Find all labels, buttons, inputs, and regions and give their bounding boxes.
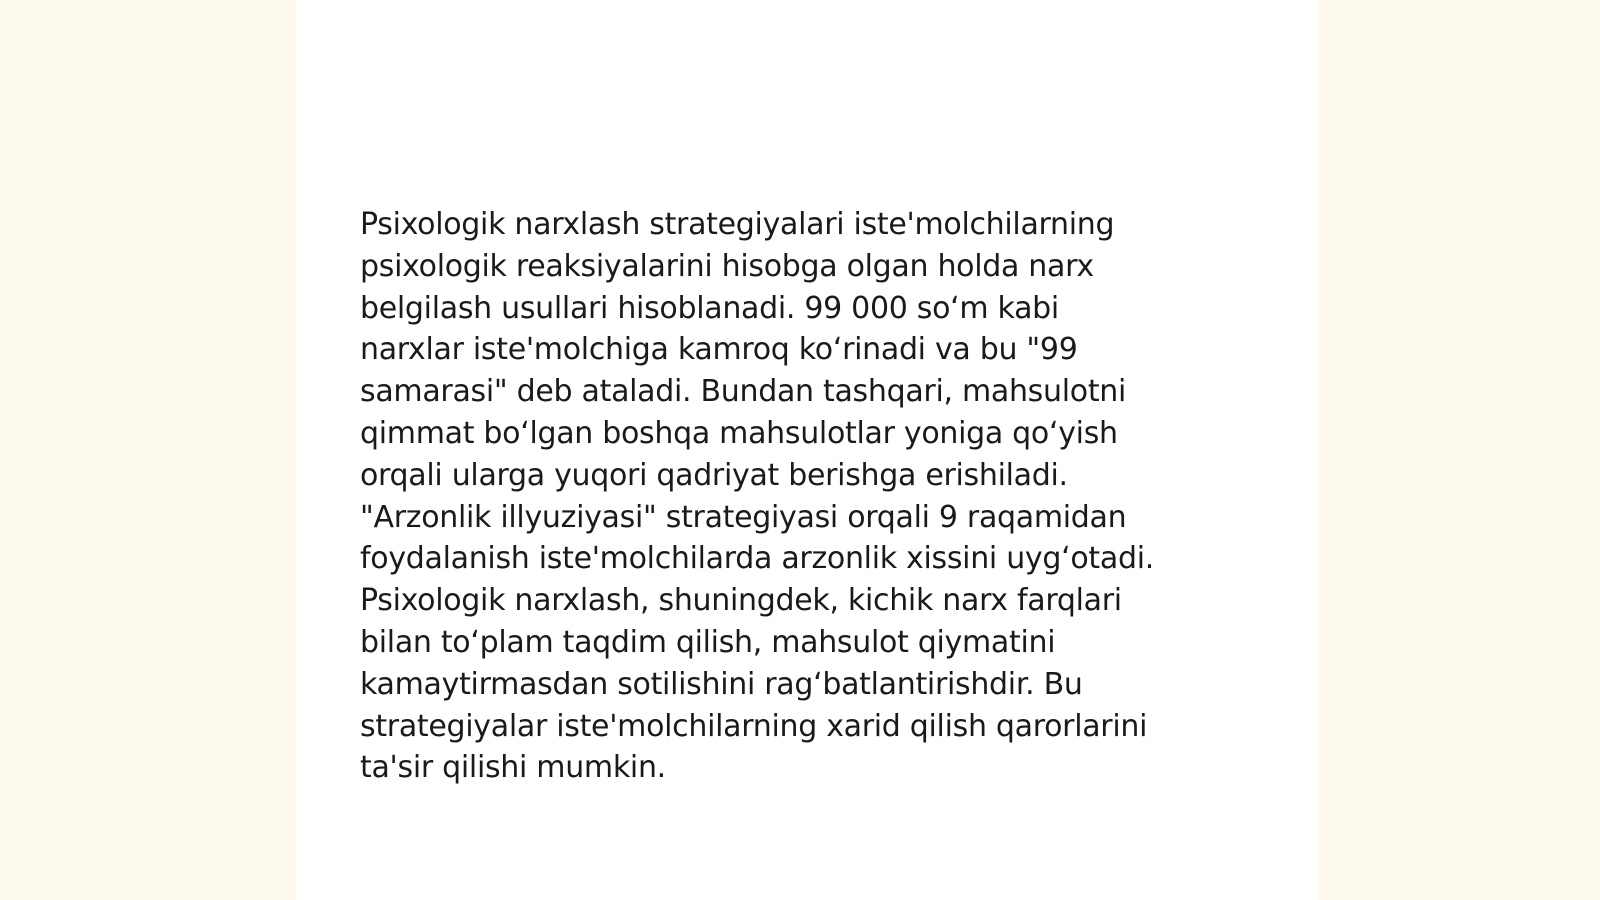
text-line: orqali ularga yuqori qadriyat berishga erishiladi.: [360, 457, 1068, 493]
text-line: samarasi" deb ataladi. Bundan tashqari, mahsulotni: [360, 374, 1127, 410]
text-line: Psixologik narxlash, shuningdek, kichik narx farqlari: [360, 583, 1122, 619]
text-line: bilan to‘plam taqdim qilish, mahsulot qiymatini: [360, 624, 1056, 660]
text-line: strategiyalar iste'molchilarning xarid qilish qarorlarini: [360, 708, 1148, 744]
text-line: belgilash usullari hisoblanadi. 99 000 so‘m kabi: [360, 290, 1059, 326]
text-line: psixologik reaksiyalarini hisobga olgan holda narx: [360, 248, 1094, 284]
text-line: narxlar iste'molchiga kamroq ko‘rinadi va bu "99: [360, 332, 1078, 368]
body-paragraph: [360, 204, 1260, 789]
text-line: kamaytirmasdan sotilishini rag‘batlantirishdir. Bu: [360, 666, 1083, 702]
document-page: [296, 0, 1319, 900]
text-line: qimmat bo‘lgan boshqa mahsulotlar yoniga qo‘yish: [360, 415, 1118, 451]
text-line: foydalanish iste'molchilarda arzonlik xissini uyg‘otadi.: [360, 541, 1154, 577]
text-line: "Arzonlik illyuziyasi" strategiyasi orqali 9 raqamidan: [360, 499, 1127, 535]
text-line: Psixologik narxlash strategiyalari iste'molchilarning: [360, 207, 1115, 242]
text-line: ta'sir qilishi mumkin.: [360, 750, 666, 786]
